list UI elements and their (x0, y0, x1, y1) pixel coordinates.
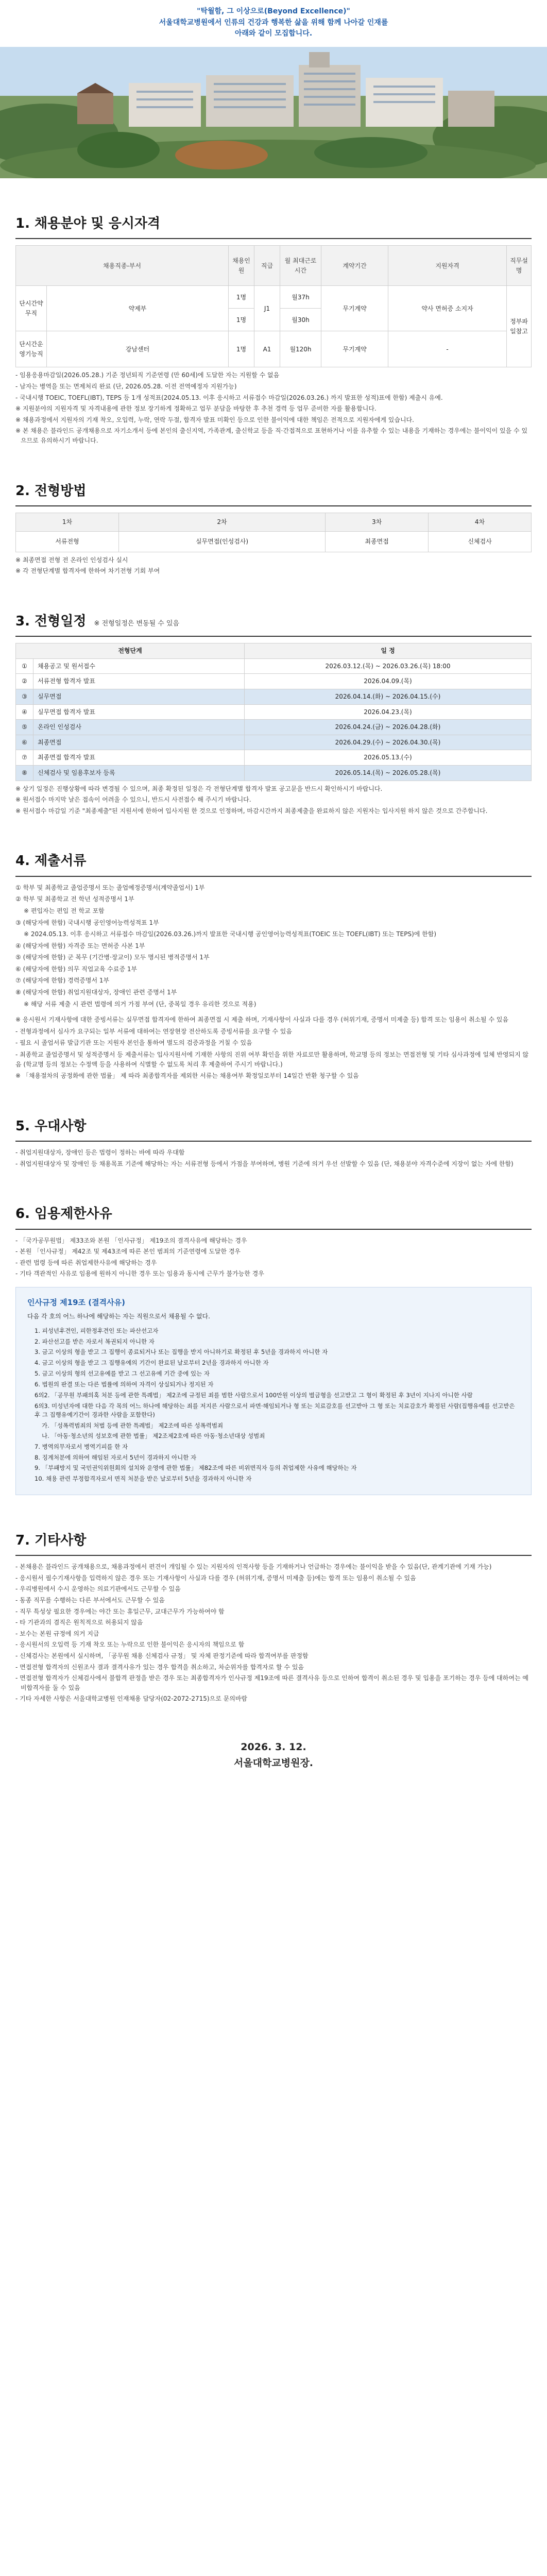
cell-contract: 무기계약 (321, 286, 388, 331)
table-header-row (16, 643, 532, 659)
section-6-title: 6. 임용제한사유 (15, 1204, 532, 1229)
table-row (16, 674, 532, 689)
th-step-4: 4차 (429, 513, 532, 531)
cell-dept: 강남센터 (47, 331, 229, 367)
cell-num: ② (16, 674, 33, 689)
cell-stage: 실무면접 합격자 발표 (33, 704, 245, 720)
table-row (16, 766, 532, 781)
cell-date: 2026.04.24.(금) ~ 2026.04.28.(화) (245, 720, 532, 735)
table-row (16, 658, 532, 674)
section-selection-method (0, 481, 547, 576)
document-item: ⑧ (해당자에 한함) 취업지원대상자, 장애인 관련 증명서 1부 (15, 989, 177, 996)
other-item: - 보수는 본원 규정에 의거 지급 (15, 1630, 99, 1637)
cell-dept: 약제부 (47, 286, 229, 331)
notice-footer (0, 1740, 547, 1771)
document-note: - 전형과정에서 심사가 요구되는 일부 서류에 대하여는 연장현장 전산하도록 증빙서류를 요구할 수 있음 (15, 1027, 292, 1035)
document-subnote: ※ 2024.05.13. 이후 응시하고 서류접수 마감일(2026.03.26.)까지 발표한 국내시행 공인영어능력성적표(TOEIC 또는 TOEFL(IBT) 또는 TEPS)에 한함) (24, 930, 437, 938)
cell-date: 2026.04.09.(목) (245, 674, 532, 689)
header-line-3: 아래와 같이 모집합니다. (234, 29, 313, 38)
th-job-dept: 채용직종-부서 (16, 246, 229, 286)
box-item: 6의3. 미성년자에 대한 다음 각 목의 어느 하나에 해당하는 죄를 저지른 사람으로서 파면·해임되거나 형 또는 치료감호를 선고받아 그 형 또는 치료감호가 확정된 사람(집행유예를 선고받은 후 그 집행유예기간이 경과한 사람을 포함한다) (35, 1402, 515, 1419)
cell-date: 2026.03.12.(목) ~ 2026.03.26.(목) 18:00 (245, 658, 532, 674)
box-item: 6. 법원의 판결 또는 다른 법률에 의하여 자격이 상실되거나 정지된 자 (35, 1380, 214, 1388)
cell-step-name: 서류전형 (16, 531, 119, 552)
restriction-list (15, 1236, 532, 1279)
cell-date: 2026.05.14.(목) ~ 2026.05.28.(목) (245, 766, 532, 781)
table-row (16, 704, 532, 720)
cell-num: ① (16, 658, 33, 674)
note: ※ 상기 일정은 진행상황에 따라 변경될 수 있으며, 최종 확정된 일정은 각 전형단계별 합격자 발표 공고문을 반드시 확인하시기 바랍니다. (15, 785, 383, 792)
box-subitem: 가. 「성폭력범죄의 처벌 등에 관한 특례법」 제2조에 따른 성폭력범죄 (42, 1422, 224, 1430)
box-desc: 다음 각 호의 어느 하나에 해당하는 자는 직원으로서 채용될 수 없다. (27, 1313, 210, 1320)
section-1-notes (15, 370, 532, 445)
cell-step-name: 신체검사 (429, 531, 532, 552)
table-row (16, 689, 532, 705)
document-item: ⑤ (해당자에 한함) 군 복무 (기간병·장교이) 모두 명시된 병적증명서 1부 (15, 954, 210, 961)
table-header-row (16, 513, 532, 531)
document-note: ※ 응시원서 기재사항에 대한 증빙서류는 실무면접 합격자에 한하여 최종면접 시 제출 하며, 기재사항이 사실과 다를 경우 (허위기재, 증명서 미제출 등) 합격 또는 임용이 취소될 수 있음 (15, 1016, 509, 1024)
cell-job: 단시간약무직 (16, 286, 47, 331)
other-item: - 타 기관과의 겸직은 원칙적으로 허용되지 않음 (15, 1619, 143, 1626)
document-note: ※ 「채용절차의 공정화에 관한 법률」 제 따라 최종합격자를 제외한 서류는 채용여부 확정일로부터 14일간 반환 청구할 수 있음 (15, 1072, 359, 1080)
section-3-title-text: 3. 전형일정 (15, 614, 87, 629)
other-list (15, 1562, 532, 1704)
other-item: - 응시원서의 오입력 등 기재 착오 또는 누락으로 인한 불이익은 응시자의 책임으로 함 (15, 1641, 245, 1649)
document-item: ① 학부 및 최종학교 졸업증명서 또는 졸업예정증명서(계약졸업서) 1부 (15, 884, 205, 891)
schedule-table (15, 643, 532, 781)
header (0, 0, 547, 47)
slogan: "탁월함, 그 이상으로(Beyond Excellence)" (197, 7, 350, 15)
section-restrictions (0, 1204, 547, 1495)
cell-stage: 서류전형 합격자 발표 (33, 674, 245, 689)
box-item: 4. 금고 이상의 형을 받고 그 집행유예의 기간이 완료된 날로부터 2년을 경과하지 아니한 자 (35, 1359, 269, 1367)
note: ※ 최종면접 전형 전 온라인 인성검사 실시 (15, 556, 128, 564)
disqualification-box (15, 1287, 532, 1495)
section-1-title: 1. 채용분야 및 응시자격 (15, 213, 532, 239)
table-row (16, 735, 532, 750)
cell-num: ⑦ (16, 750, 33, 766)
recruitment-fields-table (15, 245, 532, 367)
section-3-notes (15, 784, 532, 816)
section-5-title: 5. 우대사항 (15, 1116, 532, 1142)
document-item: ③ (해당자에 한함) 국내시행 공인영어능력성적표 1부 (15, 919, 159, 926)
box-item: 8. 징계처분에 의하여 해임된 자로서 5년이 경과하지 아니한 자 (35, 1453, 197, 1461)
cell-grade: J1 (254, 286, 280, 331)
campus-illustration (0, 47, 547, 178)
restriction-item: - 본원 「인사규정」 제42조 및 제43조에 따른 본인 범죄의 기준연령에 도달한 경우 (15, 1248, 241, 1256)
note: - 임용응용마감일(2026.05.28.) 기준 정년퇴직 기준연령 (만 60세)에 도달한 자는 지원할 수 없음 (15, 371, 280, 379)
other-item: - 동종 직무를 수행하는 다른 부서에서도 근무할 수 있음 (15, 1597, 165, 1604)
document-list (15, 883, 532, 1081)
preference-list (15, 1148, 532, 1168)
box-item: 9. 「부패방지 및 국민권익위원회의 설치와 운영에 관한 법률」 제82조에 따른 비위면직자 등의 취업제한 사유에 해당하는 자 (35, 1464, 357, 1472)
cell-count: 1명 (229, 309, 254, 331)
box-subitem: 나. 「아동·청소년의 성보호에 관한 법률」 제2조제2호에 따른 아동·청소년대상 성범죄 (42, 1432, 265, 1439)
preference-item: - 취업지원대상자 및 장애인 등 채용목표 기준에 해당하는 자는 서류전형 등에서 가점을 부여하며, 병원 기준에 의거 우선 선발할 수 있음 (단, 채용분야 자격수준에 지장이 없는 자에 한함) (15, 1160, 514, 1167)
cell-date: 2026.05.13.(수) (245, 750, 532, 766)
cell-stage: 신체검사 및 임용후보자 등록 (33, 766, 245, 781)
cell-hours: 월37h (280, 286, 321, 309)
cell-grade: A1 (254, 331, 280, 367)
cell-hours: 월30h (280, 309, 321, 331)
cell-num: ③ (16, 689, 33, 705)
other-item: - 본채용은 블라인드 공개채용으로, 채용과정에서 편견이 개입될 수 있는 지원자의 인적사항 등을 기재하거나 언급하는 경우에는 불이익을 받을 수 있음(단, 관계기관에 기재 가능) (15, 1563, 492, 1571)
restriction-item: - 기타 객관적인 사유로 임용에 원하지 아니한 경우 또는 임용과 동시에 근무가 불가능한 경우 (15, 1270, 264, 1278)
header-line-2: 서울대학교병원에서 인류의 건강과 행복한 삶을 위해 함께 나아갈 인재를 (159, 18, 388, 27)
table-row (16, 286, 532, 309)
note: - 국내시행 TOEIC, TOEFL(IBT), TEPS 등 1개 성적표(2024.05.13. 이후 응시하고 서류접수 마감일(2026.03.26.) 까지 발표한 성적)표에 한함) 제출시 유예. (15, 394, 443, 401)
th-job-desc: 직무설명 (507, 246, 532, 286)
document-subnote: ※ 편입자는 편입 전 학교 포함 (24, 907, 105, 914)
box-item: 5. 금고 이상의 형의 선고유예를 받고 그 선고유예 기간 중에 있는 자 (35, 1370, 210, 1378)
box-item: 10. 채용 관련 부정합격자로서 면직 처분을 받은 날로부터 5년을 경과하지 아니한 자 (35, 1475, 252, 1483)
th-stage: 전형단계 (16, 643, 245, 659)
cell-stage: 최종면접 (33, 735, 245, 750)
cell-num: ④ (16, 704, 33, 720)
other-item: - 직무 특성상 필요한 경우에는 야간 또는 휴일근무, 교대근무가 가능하여야 함 (15, 1607, 225, 1615)
cell-qualification: - (388, 331, 507, 367)
table-row (16, 750, 532, 766)
cell-stage: 온라인 인성검사 (33, 720, 245, 735)
document-note: - 필요 시 졸업서류 발급기관 또는 지원자 본인을 통하여 별도의 검증과정을 거칠 수 있음 (15, 1039, 252, 1047)
cell-job-desc: 정부파일참고 (507, 286, 532, 367)
cell-step-name: 실무면접(인성검사) (118, 531, 325, 552)
other-item: - 면접전형 합격자의 신원조사 결과 결격사유가 있는 경우 합격을 취소하고, 차순위자를 합격자로 할 수 있음 (15, 1663, 304, 1671)
table-row (16, 531, 532, 552)
cell-count: 1명 (229, 331, 254, 367)
th-hours: 월 최대근로시간 (280, 246, 321, 286)
th-contract: 계약기간 (321, 246, 388, 286)
note: ※ 원서접수 마지막 날은 접속이 어려울 수 있으니, 반드시 사전접수 해 주시기 바랍니다. (15, 796, 251, 804)
other-item: - 우리병원에서 수시 운영하는 의료기관에서도 근무할 수 있음 (15, 1585, 181, 1593)
th-qualification: 지원자격 (388, 246, 507, 286)
table-row (16, 331, 532, 367)
section-documents (0, 851, 547, 1080)
hospital-campus-photo (0, 47, 547, 178)
section-other (0, 1530, 547, 1704)
document-item: ② 학부 및 최종학교 전 학년 성적증명서 1부 (15, 895, 134, 903)
table-row (16, 720, 532, 735)
th-step-3: 3차 (326, 513, 429, 531)
restriction-item: - 「국가공무원법」 제33조와 본원 「인사규정」 제19조의 결격사유에 해당하는 경우 (15, 1236, 247, 1244)
box-item: 2. 파산선고를 받은 자로서 복권되지 아니한 자 (35, 1337, 155, 1345)
section-3-title (15, 611, 532, 637)
section-2-notes (15, 555, 532, 576)
cell-num: ⑥ (16, 735, 33, 750)
selection-method-table (15, 513, 532, 552)
th-count: 채용인원 (229, 246, 254, 286)
section-schedule (0, 611, 547, 816)
note: ※ 채용과정에서 지원자의 기재 착오, 오입력, 누락, 연락 두절, 합격자 발표 미확인 등으로 인한 불이익에 대한 책임은 전적으로 지원자에게 있습니다. (15, 416, 414, 423)
cell-hours: 월120h (280, 331, 321, 367)
cell-stage: 실무면접 (33, 689, 245, 705)
section-2-title: 2. 전형방법 (15, 481, 532, 506)
box-item: 3. 금고 이상의 형을 받고 그 집행이 종료되거나 또는 집행을 받지 아니하기로 확정된 후 5년을 경과하지 아니한 자 (35, 1348, 328, 1356)
th-step-1: 1차 (16, 513, 119, 531)
box-item: 6의2. 「공무원 부패의혹 처분 등에 관한 특례법」 제2조에 규정된 죄를 범한 사람으로서 100만원 이상의 벌금형을 선고받고 그 형이 확정된 후 3년이 지나지 아니한 사람 (35, 1391, 473, 1399)
document-note: - 최종학교 졸업증명서 및 성적증명서 등 제출서류는 입사지원서에 기재한 사항의 진위 여부 확인을 위한 자료로만 활용하며, 학교명 등의 정보는 면접전형 및 기타 심사과정에 일체 반영되지 않음 (학교명 등의 정보는 수정액 등을 사용하여 식별할 수 없도록 처리 후 제출하여 주시기 바랍니다.) (15, 1051, 529, 1068)
section-4-title: 4. 제출서류 (15, 851, 532, 876)
section-recruitment-fields (0, 213, 547, 445)
cell-stage: 채용공고 및 원서접수 (33, 658, 245, 674)
other-item: - 응시원서 필수기재사항을 입력하지 않은 경우 또는 기재사항이 사실과 다를 경우 (허위기재, 증명서 미제출 등)에는 합격 또는 임용이 취소될 수 있음 (15, 1574, 416, 1582)
issuing-organization: 서울대학교병원장. (233, 1757, 314, 1769)
th-step-2: 2차 (118, 513, 325, 531)
cell-date: 2026.04.29.(수) ~ 2026.04.30.(목) (245, 735, 532, 750)
cell-num: ⑧ (16, 766, 33, 781)
cell-date: 2026.04.14.(화) ~ 2026.04.15.(수) (245, 689, 532, 705)
notice-date: 2026. 3. 12. (241, 1741, 306, 1753)
document-item: ④ (해당자에 한함) 자격증 또는 면허증 사본 1부 (15, 942, 145, 950)
box-item: 7. 병역의무자로서 병역기피를 한 자 (35, 1443, 128, 1450)
document-item: ⑦ (해당자에 한함) 경력증명서 1부 (15, 977, 110, 985)
th-grade: 직급 (254, 246, 280, 286)
cell-num: ⑤ (16, 720, 33, 735)
box-title: 인사규정 제19조 (결격사유) (27, 1297, 125, 1307)
other-item: - 기타 자세한 사항은 서울대학교병원 인재채용 담당자(02-2072-2715)으로 문의바람 (15, 1695, 247, 1703)
section-7-title: 7. 기타사항 (15, 1530, 532, 1556)
cell-count: 1명 (229, 286, 254, 309)
note: ※ 본 채용은 블라인드 공개채용으로 자기소개서 등에 본인의 출신지역, 가족관계, 출신학교 등을 직·간접적으로 표현하거나 이를 유추할 수 있는 내용을 기재하는 경우에는 불이익이 있을 수 있으므로 유의하시기 바랍니다. (15, 427, 528, 444)
section-preference (0, 1116, 547, 1168)
cell-qualification: 약사 면허증 소지자 (388, 286, 507, 331)
preference-item: - 취업지원대상자, 장애인 등은 법령이 정하는 바에 따라 우대함 (15, 1149, 185, 1157)
th-date: 일 정 (245, 643, 532, 659)
box-item: 1. 피성년후견인, 피한정후견인 또는 파산선고자 (35, 1327, 159, 1334)
table-header-row (16, 246, 532, 286)
other-item: - 신체검사는 본원에서 실시하며, 「공무원 채용 신체검사 규정」 및 자체 판정기준에 따라 합격여부를 판정함 (15, 1652, 309, 1660)
section-3-title-note: ※ 전형일정은 변동될 수 있음 (94, 620, 180, 628)
note: ※ 각 전형단계별 합격자에 한하여 차기전형 기회 부여 (15, 567, 160, 575)
document-item: ⑥ (해당자에 한함) 의무 직업교육 수료증 1부 (15, 965, 138, 973)
note: ※ 원서접수 마감일 기준 "최종제출"된 지원서에 한하여 입사지원 한 것으로 인정하며, 마감시간까지 최종제출을 완료하지 않은 지원자는 입사지원 하지 않은 것으로 간주합니다. (15, 807, 488, 815)
note: - 남자는 병역을 또는 면제처리 완료 (단, 2026.05.28. 이전 전역예정자 지원가능) (15, 382, 237, 390)
cell-stage: 최종면접 합격자 발표 (33, 750, 245, 766)
note: ※ 지원분야의 지원자격 및 자격내용에 관한 정보 장기하게 정확하고 업무 분담을 바탕한 후 추천 경력 등 업무 준비한 자를 활용합니다. (15, 405, 377, 413)
cell-date: 2026.04.23.(목) (245, 704, 532, 720)
cell-job: 단시간운영기능직 (16, 331, 47, 367)
other-item: - 면접전형 합격자가 신체검사에서 불합격 판정을 받은 경우 또는 최종합격자가 인사규정 제19조에 따른 결격사유 등으로 인하여 합격이 취소된 경우 및 입용을 포기하는 경우 등에 대하여는 예비합격자를 둘 수 있음 (15, 1674, 528, 1691)
document-subnote: ※ 해당 서류 제출 시 관련 법령에 의거 가점 부여 (단, 중복일 경우 유리한 것으로 적용) (24, 1000, 257, 1008)
cell-contract: 무기계약 (321, 331, 388, 367)
cell-step-name: 최종면접 (326, 531, 429, 552)
restriction-item: - 관련 법령 등에 따른 취업제한사유에 해당하는 경우 (15, 1259, 157, 1266)
